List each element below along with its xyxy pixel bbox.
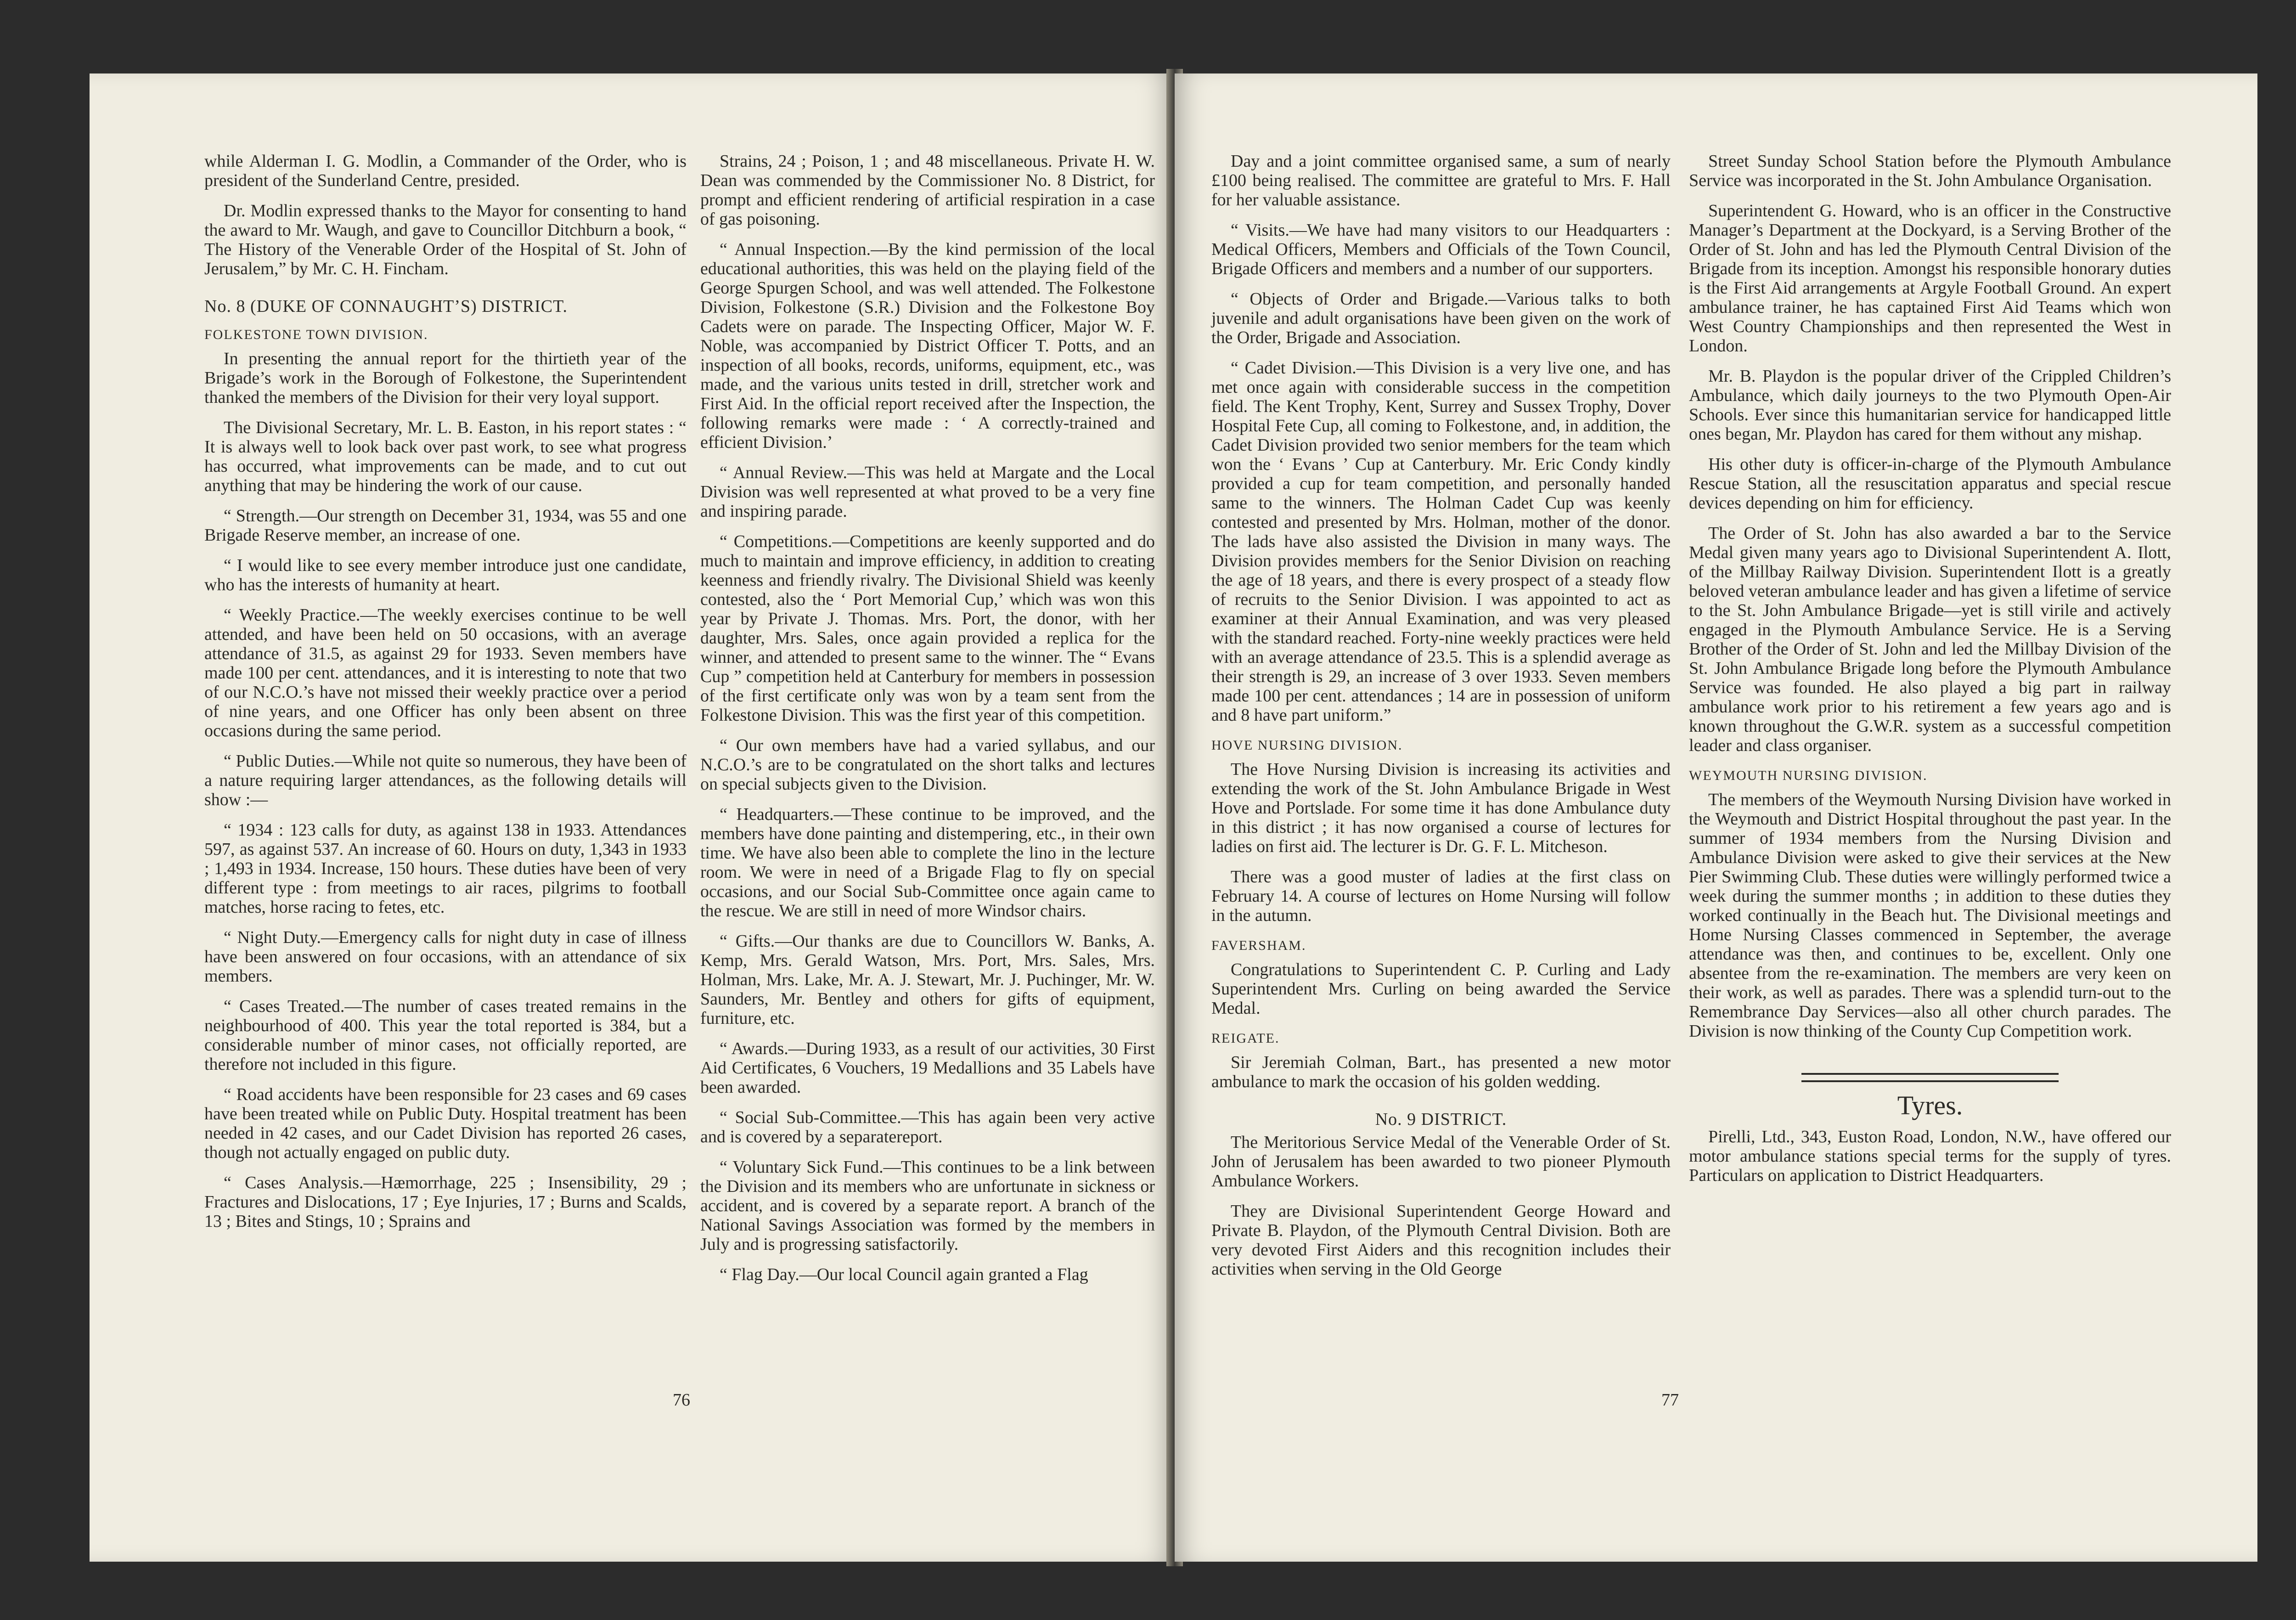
section-heading: No. 9 DISTRICT. [1375, 1110, 1507, 1129]
paragraph: Street Sunday School Station before the Plymouth Ambulance Service was incorporated in the St. John Ambulance Organisation. [1689, 152, 2171, 190]
paragraph: The Divisional Secretary, Mr. L. B. Easton, in his report states : “ It is always well to look back over past work, to see what progress has occurred, what improvements can be made, and to cut out anything that may be hindering the work of our cause. [204, 418, 687, 495]
right-column-1 [1211, 152, 1671, 1290]
paragraph: The Hove Nursing Division is increasing its activities and extending the work of the St. John Ambulance Brigade in West Hove and Portslade. For some time it has done Ambulance duty in this district ; it has now organised a course of lectures for ladies on first aid. The lecturer is Dr. G. F. L. Mitcheson. [1211, 760, 1671, 856]
paragraph: The Order of St. John has also awarded a bar to the Service Medal given many years ago to Divisional Superintendent A. Ilott, of the Millbay Railway Division. Superintendent Ilott is a greatly beloved veteran ambulance leader and has given a lifetime of service to the St. John Ambulance Brigade—yet is still virile and actively engaged in the Plymouth Ambulance Service. He is a Serving Brother of the Order of St. John and led the Millbay Division of the St. John Ambulance Brigade long before the Plymouth Ambulance Service was founded. He also played a big part in railway ambulance work prior to his retirement a few years ago and is known throughout the G.W.R. system as a successful competition leader and class organiser. [1689, 524, 2171, 755]
paragraph: There was a good muster of ladies at the first class on February 14. A course of lectures on Home Nursing will follow in the autumn. [1211, 867, 1671, 925]
paragraph: In presenting the annual report for the thirtieth year of the Brigade’s work in the Borough of Folkestone, the Superintendent thanked the members of the Division for their very loyal support. [204, 349, 687, 407]
paragraph: His other duty is officer-in-charge of the Plymouth Ambulance Rescue Station, all the resuscitation apparatus and special rescue devices depending on him for efficiency. [1689, 455, 2171, 513]
paragraph: “ Visits.—We have had many visitors to our Headquarters : Medical Officers, Members and Officials of the Town Council, Brigade Officers and members and a number of our supporters. [1211, 220, 1671, 278]
paragraph: “ Objects of Order and Brigade.—Various talks to both juvenile and adult organisations have been given on the work of the Order, Brigade and Association. [1211, 289, 1671, 347]
right-page [1175, 73, 2257, 1562]
paragraph: Pirelli, Ltd., 343, Euston Road, London, N.W., have offered our motor ambulance stations special terms for the supply of tyres. Particulars on application to District Headquarters. [1689, 1127, 2171, 1185]
paragraph: The members of the Weymouth Nursing Division have worked in the Weymouth and District Hospital throughout the past year. In the summer of 1934 members from the Nursing Division and Ambulance Division were asked to give their services at the New Pier Swimming Club. These duties were willingly performed twice a week during the summer months ; in addition to these duties they worked continually in the Beach hut. The Divisional meetings and Home Nursing Classes commenced in September, the average attendance was then, and continues to be, excellent. Only one absentee from the re-examination. The members are very keen on their work, as well as parades. There was a splendid turn-out to the Remembrance Day Services—also all other church parades. The Division is now thinking of the County Cup Competition work. [1689, 790, 2171, 1041]
paragraph: “ Cases Analysis.—Hæmorrhage, 225 ; Insensibility, 29 ; Fractures and Dislocations, 17 ; Eye Injuries, 17 ; Burns and Scalds, 13 ; Bites and Stings, 10 ; Sprains and [204, 1173, 687, 1231]
paragraph: “ Night Duty.—Emergency calls for night duty in case of illness have been answered on four occasions, with an attendance of six members. [204, 928, 687, 986]
paragraph: “ Public Duties.—While not quite so numerous, they have been of a nature requiring larger attendances, as the following details will show :— [204, 751, 687, 809]
left-column-2 [700, 152, 1155, 1295]
subsection-heading: REIGATE. [1211, 1031, 1280, 1046]
paragraph: “ Flag Day.—Our local Council again granted a Flag [720, 1265, 1088, 1284]
paragraph: “ Cadet Division.—This Division is a very live one, and has met once again with considerable success in the competition field. The Kent Trophy, Kent, Surrey and Sussex Trophy, Dover Hospital Fete Cup, all coming to Folkestone, and, in addition, the Cadet Division provided two senior members for the team which won the ‘ Evans ’ Cup at Canterbury. Mr. Eric Condy kindly provided a cup for team competition, and personally handed same to the winners. The Holman Cadet Cup was keenly contested and presented by Mrs. Holman, mother of the donor. The lads have also assisted the Division in many ways. The Division provides members for the Senior Division on reaching the age of 18 years, and there is every prospect of a steady flow of recruits to the Senior Division. I was appointed to act as examiner at their Annual Examination, and was very pleased with the standard reached. Forty-nine weekly practices were held with an average attendance of 23.5. This is a splendid average as their strength is 29, an increase of 3 over 1933. Seven members made 100 per cent. attendances ; 14 are in possession of uniform and 8 have part uniform.” [1211, 358, 1671, 725]
paragraph: “ Weekly Practice.—The weekly exercises continue to be well attended, and have been held on 50 occasions, with an average attendance of 31.5, as against 29 for 1933. Seven members have made 100 per cent. attendances, and it is interesting to note that two of our N.C.O.’s have not missed their weekly practice over a period of nine years, and one Officer has only been absent on three occasions during the same period. [204, 605, 687, 740]
double-rule-divider [1801, 1073, 2059, 1082]
paragraph: “ Road accidents have been responsible for 23 cases and 69 cases have been treated while on Public Duty. Hospital treatment has been needed in 42 cases, and our Cadet Division has reported 26 cases, though not actually engaged on public duty. [204, 1085, 687, 1162]
paragraph: “ Annual Inspection.—By the kind permission of the local educational authorities, this was held on the playing field of the George Spurgen School, and was well attended. The Folkestone Division, Folkestone (S.R.) Division and the Folkestone Boy Cadets were on parade. The Inspecting Officer, Major W. F. Noble, was accompanied by District Officer T. Potts, and an inspection of all books, records, uniforms, equipment, etc., was made, and the various units tested in drill, stretcher work and First Aid. In the official report received after the Inspection, the following remarks were made : ‘ A correctly-trained and efficient Division.’ [700, 240, 1155, 452]
section-heading: No. 8 (DUKE OF CONNAUGHT’S) DISTRICT. [204, 297, 568, 316]
paragraph: They are Divisional Superintendent George Howard and Private B. Playdon, of the Plymouth Central Division. Both are very devoted First Aiders and this recognition includes their activities when serving in the Old George [1211, 1202, 1671, 1279]
paragraph: Mr. B. Playdon is the popular driver of the Crippled Children’s Ambulance, which daily journeys to the two Plymouth Open-Air Schools. Ever since this humanitarian service for handicapped little ones began, Mr. Playdon has cared for them without any mishap. [1689, 367, 2171, 444]
paragraph: “ Social Sub-Committee.—This has again been very active and is covered by a separatereport. [700, 1108, 1155, 1146]
page-number-right: 77 [1661, 1390, 1679, 1410]
paragraph: “ Gifts.—Our thanks are due to Councillors W. Banks, A. Kemp, Mrs. Gerald Watson, Mrs. Port, Mrs. Sales, Mrs. Holman, Mrs. Lake, Mr. A. J. Stewart, Mr. J. Puchinger, Mr. W. Saunders, Mr. Bentley and others for gifts of equipment, furniture, etc. [700, 931, 1155, 1028]
paragraph: Sir Jeremiah Colman, Bart., has presented a new motor ambulance to mark the occasion of his golden wedding. [1211, 1053, 1671, 1091]
paragraph: “ Cases Treated.—The number of cases treated remains in the neighbourhood of 400. This year the total reported is 384, but a considerable number of minor cases, not officially reported, are therefore not included in this figure. [204, 997, 687, 1074]
paragraph: “ Competitions.—Competitions are keenly supported and do much to maintain and improve efficiency, in addition to creating keenness and friendly rivalry. The Divisional Shield was keenly contested, also the ‘ Port Memorial Cup,’ which was won this year by Private J. Thomas. Mrs. Port, the donor, with her daughter, Mrs. Sales, once again provided a replica for the winner, and attended to present same to the winner. The “ Evans Cup ” competition held at Canterbury for members in possession of the first certificate only was won by a team sent from the Folkestone Division. This was the first year of this competition. [700, 532, 1155, 725]
paragraph: “ Annual Review.—This was held at Margate and the Local Division was well represented at what proved to be a very fine and inspiring parade. [700, 463, 1155, 521]
paragraph: “ I would like to see every member introduce just one candidate, who has the interests of humanity at heart. [204, 556, 687, 594]
paragraph: while Alderman I. G. Modlin, a Commander of the Order, who is president of the Sunderland Centre, presided. [204, 152, 687, 190]
article-title: Tyres. [1897, 1090, 1963, 1120]
subsection-heading: FAVERSHAM. [1211, 938, 1306, 953]
right-column-2 [1689, 152, 2171, 1196]
left-column-1 [204, 152, 687, 1242]
paragraph: “ Headquarters.—These continue to be improved, and the members have done painting and distempering, etc., in their own time. We have also been able to complete the lino in the lecture room. We were in need of a Brigade Flag to fly on special occasions, and our Social Sub-Committee once again came to the rescue. We are still in need of more Windsor chairs. [700, 805, 1155, 920]
paragraph: “ Strength.—Our strength on December 31, 1934, was 55 and one Brigade Reserve member, an increase of one. [204, 506, 687, 545]
paragraph: “ 1934 : 123 calls for duty, as against 138 in 1933. Attendances 597, as against 537. An increase of 60. Hours on duty, 1,343 in 1933 ; 1,493 in 1934. Increase, 150 hours. These duties have been of very different type : from meetings to air races, pilgrims to football matches, horse racing to fetes, etc. [204, 820, 687, 917]
subsection-heading: FOLKESTONE TOWN DIVISION. [204, 327, 428, 342]
paragraph: Day and a joint committee organised same, a sum of nearly £100 being realised. The committee are grateful to Mrs. F. Hall for her valuable assistance. [1211, 152, 1671, 209]
paragraph: The Meritorious Service Medal of the Venerable Order of St. John of Jerusalem has been awarded to two pioneer Plymouth Ambulance Workers. [1211, 1133, 1671, 1191]
left-page [90, 73, 1172, 1562]
paragraph: “ Our own members have had a varied syllabus, and our N.C.O.’s are to be congratulated on the short talks and lectures on special subjects given to the Division. [700, 736, 1155, 794]
paragraph: Strains, 24 ; Poison, 1 ; and 48 miscellaneous. Private H. W. Dean was commended by the Commissioner No. 8 District, for prompt and efficient rendering of artificial respiration in a case of gas poisoning. [700, 152, 1155, 229]
paragraph: Dr. Modlin expressed thanks to the Mayor for consenting to hand the award to Mr. Waugh, and gave to Councillor Ditchburn a book, “ The History of the Venerable Order of the Hospital of St. John of Jerusalem,” by Mr. C. H. Fincham. [204, 201, 687, 278]
paragraph: Superintendent G. Howard, who is an officer in the Constructive Manager’s Department at the Dockyard, is a Serving Brother of the Order of St. John and has led the Plymouth Central Division of the Brigade from its inception. Amongst his responsible honorary duties is the First Aid arrangements at Argyle Football Ground. An expert ambulance trainer, he has captained First Aid Teams which won West Country Championships and then represented the West in London. [1689, 201, 2171, 356]
paragraph: Congratulations to Superintendent C. P. Curling and Lady Superintendent Mrs. Curling on being awarded the Service Medal. [1211, 960, 1671, 1018]
subsection-heading: HOVE NURSING DIVISION. [1211, 738, 1403, 753]
paragraph: “ Voluntary Sick Fund.—This continues to be a link between the Division and its members who are unfortunate in sickness or accident, and is covered by a separate report. A branch of the National Savings Association was formed by the members in July and is progressing satisfactorily. [700, 1157, 1155, 1254]
paragraph: “ Awards.—During 1933, as a result of our activities, 30 First Aid Certificates, 6 Vouchers, 19 Medallions and 35 Labels have been awarded. [700, 1039, 1155, 1097]
page-number-left: 76 [673, 1390, 690, 1410]
subsection-heading: WEYMOUTH NURSING DIVISION. [1689, 768, 1928, 783]
